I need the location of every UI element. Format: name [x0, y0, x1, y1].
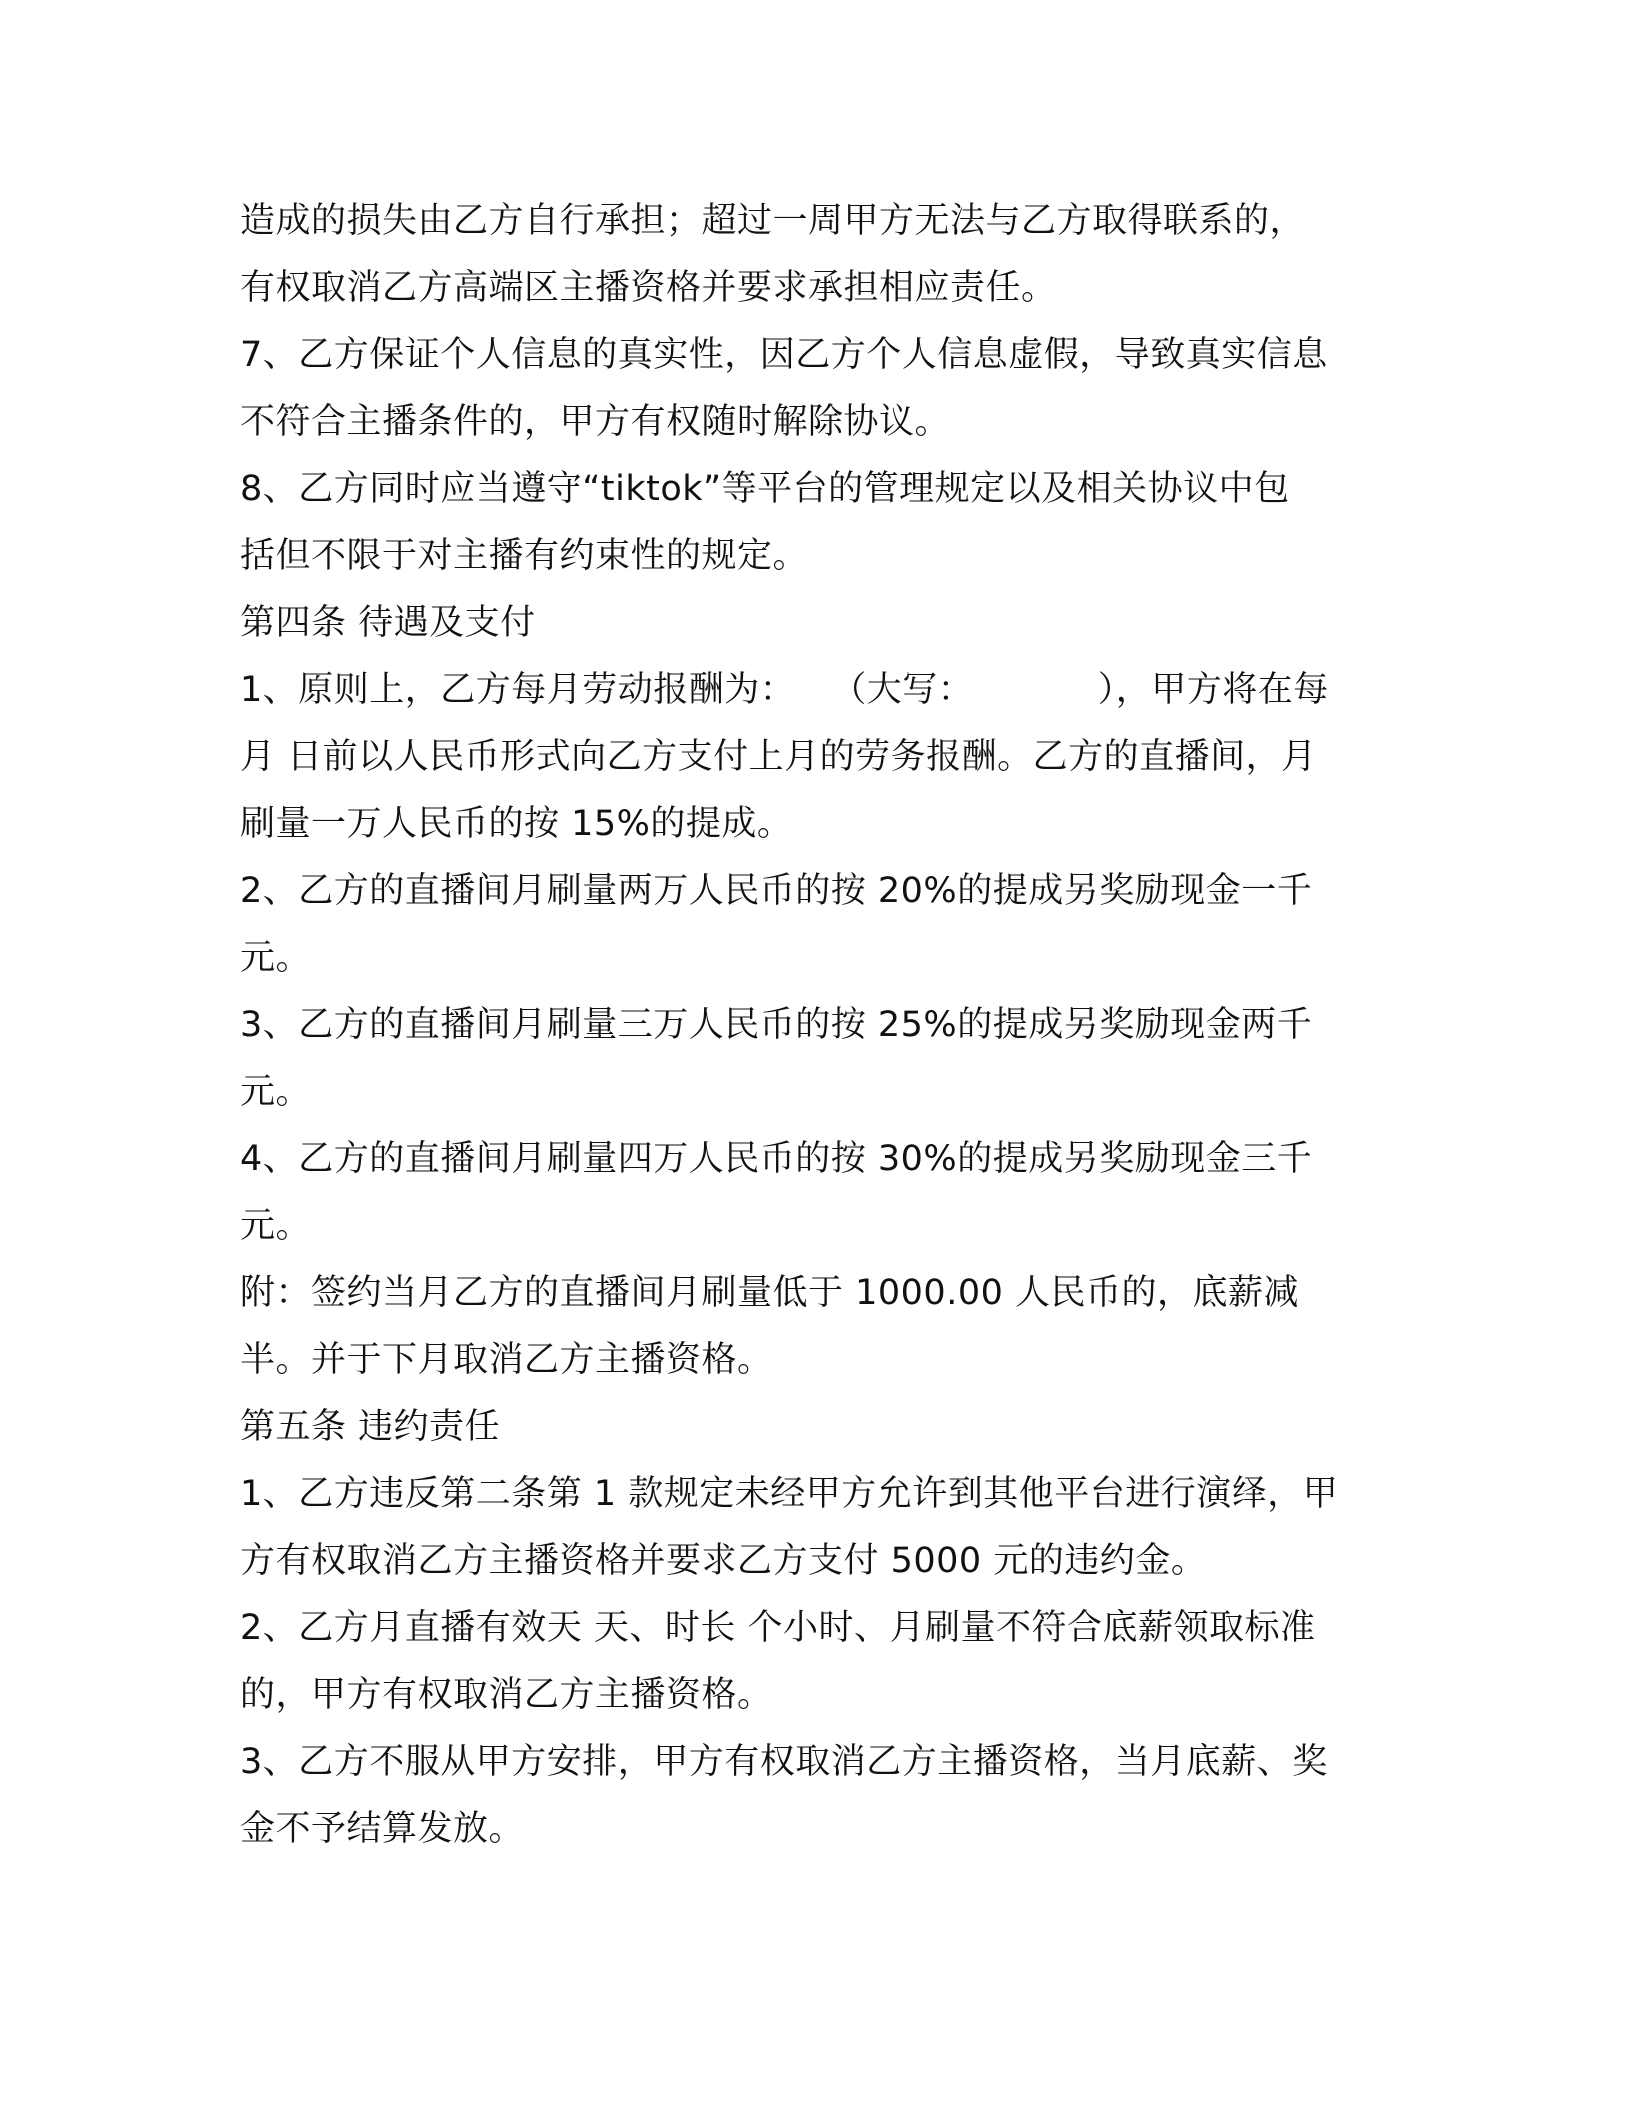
section-heading-article-5: 第五条 违约责任 — [240, 1407, 501, 1447]
text-line: 刷量一万人民币的按 15%的提成。 — [240, 804, 793, 844]
text-line: 造成的损失由乙方自行承担；超过一周甲方无法与乙方取得联系的， — [240, 201, 1306, 241]
clause-4-line: 4、乙方的直播间月刷量四万人民币的按 30%的提成另奖励现金三千 — [240, 1139, 1313, 1179]
text-line: 有权取消乙方高端区主播资格并要求承担相应责任。 — [240, 268, 1057, 308]
clause-1-line: 1、原则上，乙方每月劳动报酬为： （大写： ），甲方将在每 — [240, 670, 1329, 710]
text-line: 的，甲方有权取消乙方主播资格。 — [240, 1675, 773, 1715]
text-line: 方有权取消乙方主播资格并要求乙方支付 5000 元的违约金。 — [240, 1541, 1207, 1581]
text-line: 括但不限于对主播有约束性的规定。 — [240, 536, 809, 576]
text-line: 半。并于下月取消乙方主播资格。 — [240, 1340, 773, 1380]
text-line: 月 日前以人民币形式向乙方支付上月的劳务报酬。乙方的直播间，月 — [240, 737, 1317, 777]
text-line: 元。 — [240, 1206, 312, 1246]
appendix-note-line: 附：签约当月乙方的直播间月刷量低于 1000.00 人民币的，底薪减 — [240, 1273, 1299, 1313]
clause-2-line: 2、乙方的直播间月刷量两万人民币的按 20%的提成另奖励现金一千 — [240, 871, 1313, 911]
clause-7-line: 7、乙方保证个人信息的真实性，因乙方个人信息虚假，导致真实信息 — [240, 335, 1328, 375]
clause-3-line: 3、乙方不服从甲方安排，甲方有权取消乙方主播资格，当月底薪、奖 — [240, 1742, 1328, 1782]
clause-2-line: 2、乙方月直播有效天 天、时长 个小时、月刷量不符合底薪领取标准 — [240, 1608, 1316, 1648]
clause-8-line: 8、乙方同时应当遵守“tiktok”等平台的管理规定以及相关协议中包 — [240, 469, 1290, 509]
text-line: 不符合主播条件的，甲方有权随时解除协议。 — [240, 402, 951, 442]
clause-3-line: 3、乙方的直播间月刷量三万人民币的按 25%的提成另奖励现金两千 — [240, 1005, 1313, 1045]
text-line: 金不予结算发放。 — [240, 1809, 525, 1849]
text-line: 元。 — [240, 938, 312, 978]
document-body — [240, 188, 1400, 1863]
section-heading-article-4: 第四条 待遇及支付 — [240, 603, 536, 643]
clause-1-line: 1、乙方违反第二条第 1 款规定未经甲方允许到其他平台进行演绎，甲 — [240, 1474, 1339, 1514]
text-line: 元。 — [240, 1072, 312, 1112]
